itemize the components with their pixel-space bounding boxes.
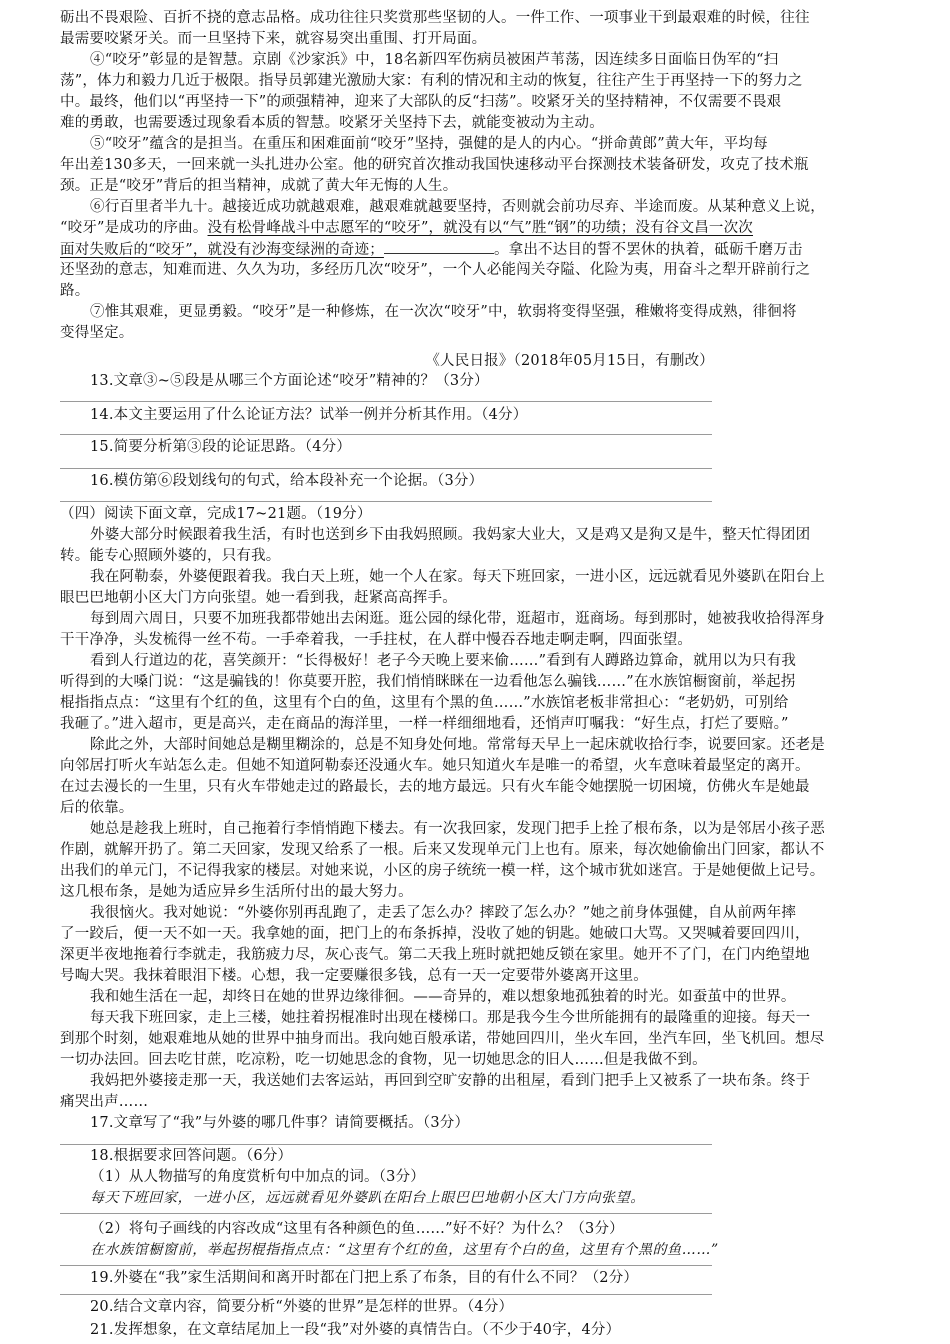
story-line: 了一跤后，便一天不如一天。我拿她的面，把门上的布条拆掉，没收了她的钥匙。她破口大骂。又哭喊着要回四川， (60, 926, 810, 942)
quote-18-1: 每天下班回家，一进小区，远远就看见外婆趴在阳台上眼巴巴地朝小区大门方向张望。 (90, 1190, 645, 1206)
passage-line: 颈。正是“咬牙”背后的担当精神，成就了黄大年无悔的人生。 (60, 178, 458, 194)
passage-line: 路。 (60, 283, 90, 299)
story-line: 每到周六周日，只要不加班我都带她出去闲逛。逛公园的绿化带，逛超市，逛商场。每到那时，她被我收拾得浑身 (90, 611, 825, 627)
passage-line: 难的勇敢，也需要透过现象看本质的智慧。咬紧牙关坚持下去，就能变被动为主动。 (60, 115, 604, 131)
story-line: 到那个时刻，她艰难地从她的世界中抽身而出。我向她百般承诺，带她回四川，坐火车回，坐汽车回，坐飞机回。想尽 (60, 1031, 825, 1047)
question-20: 20.结合文章内容，简要分析“外婆的世界”是怎样的世界。（4分） (90, 1299, 514, 1315)
passage-text: “咬牙”是成功的序曲。 (60, 220, 208, 236)
story-line: 深更半夜地拖着行李就走，我筋疲力尽，灰心丧气。第二天我上班时就把她反锁在家里。她开不了门，在门内绝望地 (60, 947, 810, 963)
story-line: 听得到的大嗓门说：“这是骗钱的！你莫要开腔，我们悄悄眯眯在一边看他怎么骗钱……”在水族馆橱窗前，举起拐 (60, 674, 796, 690)
story-line: 我很恼火。我对她说：“外婆你别再乱跑了，走丢了怎么办？摔跤了怎么办？”她之前身体强健，自从前两年摔 (90, 905, 797, 921)
story-line: 棍指指点点：“这里有个红的鱼，这里有个白的鱼，这里有个黑的鱼……”水族馆老板非常担心：“老奶奶，可别给 (60, 695, 789, 711)
quote-18-2: 在水族馆橱窗前，举起拐棍指指点点：“这里有个红的鱼，这里有个白的鱼，这里有个黑的鱼……” (90, 1242, 719, 1258)
passage-line: ④“咬牙”彰显的是智慧。京剧《沙家浜》中，18名新四军伤病员被困芦苇荡，因连续多日面临日伪军的“扫 (90, 52, 779, 68)
answer-line[interactable] (60, 434, 712, 435)
passage-text: 。拿出不达目的誓不罢休的执着，砥砺千磨万击 (493, 242, 803, 258)
passage-line: 变得坚定。 (60, 325, 134, 341)
answer-line[interactable] (60, 1294, 712, 1295)
story-line: 每天我下班回家，走上三楼，她拄着拐棍准时出现在楼梯口。那是我今生今世所能拥有的最隆重的迎接。每天一 (90, 1010, 811, 1026)
question-15: 15.简要分析第③段的论证思路。（4分） (90, 439, 352, 455)
passage-line: 荡”，体力和毅力几近于极限。指导员郭建光激励大家：有利的情况和主动的恢复，往往产生于再坚持一下的努力之 (60, 73, 803, 89)
question-19: 19.外婆在“我”家生活期间和离开时都在门把上系了布条，目的有什么不同？（2分） (90, 1270, 639, 1286)
passage-line (60, 239, 803, 261)
story-line: 一切办法回。回去吃甘蔗，吃凉粉，吃一切她思念的食物，见一切她思念的旧人……但是我做不到。 (60, 1052, 707, 1068)
answer-line[interactable] (60, 401, 712, 402)
story-line: 号啕大哭。我抹着眼泪下楼。心想，我一定要赚很多钱，总有一天一定要带外婆离开这里。 (60, 968, 648, 984)
story-line: 我砸了。”进入超市，更是高兴，走在商品的海洋里，一样一样细细地看，还悄声叮嘱我：“好生点，打烂了要赔。” (60, 716, 789, 732)
passage-line: 砺出不畏艰险、百折不挠的意志品格。成功往往只奖赏那些坚韧的人。一件工作、一项事业干到最艰难的时候，往往 (60, 10, 810, 26)
passage-line (60, 218, 753, 239)
story-line: 我妈把外婆接走那一天，我送她们去客运站，再回到空旷安静的出租屋，看到门把手上又被系了一块布条。终于 (90, 1073, 811, 1089)
question-18-2: （2）将句子画线的内容改成“这里有各种颜色的鱼……”好不好？为什么？（3分） (90, 1221, 624, 1237)
story-line: 外婆大部分时候跟着我生活，有时也送到乡下由我妈照顾。我妈家大业大，又是鸡又是狗又是牛，整天忙得团团 (90, 527, 811, 543)
story-line: 眼巴巴地朝小区大门方向张望。她一看到我，赶紧高高挥手。 (60, 590, 457, 606)
section-heading: （四）阅读下面文章，完成17~21题。（19分） (60, 506, 372, 522)
underlined-sentence: 面对失败后的“咬牙”，就没有沙海变绿洲的奇迹； (60, 242, 384, 258)
answer-line[interactable] (60, 468, 712, 469)
question-17: 17.文章写了“我”与外婆的哪几件事？请简要概括。（3分） (90, 1115, 470, 1131)
question-18: 18.根据要求回答问题。（6分） (90, 1148, 293, 1164)
story-line: 后的依靠。 (60, 800, 134, 816)
story-line: 痛哭出声…… (60, 1094, 149, 1110)
passage-line: 还坚劲的意志，知难而进、久久为功，多经历几次“咬牙”，一个人必能闯关夺隘、化险为夷，用奋斗之犁开辟前行之 (60, 262, 811, 278)
question-21: 21.发挥想象，在文章结尾加上一段“我”对外婆的真情告白。（不少于40字，4分） (90, 1322, 621, 1338)
passage-line: 年出差130多天，一回来就一头扎进办公室。他的研究首次推动我国快速移动平台探测技术装备研发，攻克了技术瓶 (60, 157, 809, 173)
story-line: 她总是趁我上班时，自己拖着行李悄悄跑下楼去。有一次我回家，发现门把手上拴了根布条，以为是邻居小孩子恶 (90, 821, 825, 837)
passage-line: ⑤“咬牙”蕴含的是担当。在重压和困难面前“咬牙”坚持，强健的是人的内心。“拼命黄郎”黄大年，平均每 (90, 136, 768, 152)
answer-line[interactable] (60, 1213, 712, 1214)
answer-blank[interactable] (384, 239, 494, 254)
answer-line[interactable] (60, 1265, 712, 1266)
story-line: 除此之外，大部时间她总是糊里糊涂的，总是不知身处何地。常常每天早上一起床就收拾行李，说要回家。还老是 (90, 737, 825, 753)
passage-line: ⑥行百里者半九十。越接近成功就越艰难，越艰难就越要坚持，否则就会前功尽弃、半途而废。从某种意义上说， (90, 199, 825, 215)
answer-line[interactable] (60, 501, 712, 502)
passage-line: 中。最终，他们以“再坚持一下”的顽强精神，迎来了大部队的反“扫荡”。咬紧牙关的坚持精神，不仅需要不畏艰 (60, 94, 782, 110)
source-citation: 《人民日报》（2018年05月15日，有删改） (425, 353, 714, 369)
story-line: 我和她生活在一起，却终日在她的世界边缘徘徊。——奇异的，难以想象地孤独着的时光。如蚕茧中的世界。 (90, 989, 796, 1005)
underlined-sentence: 没有松骨峰战斗中志愿军的“咬牙”，就没有以“气”胜“钢”的功绩；没有谷文昌一次次 (207, 220, 754, 236)
story-line: 转。能专心照顾外婆的，只有我。 (60, 548, 281, 564)
question-14: 14.本文主要运用了什么论证方法？试举一例并分析其作用。（4分） (90, 407, 528, 423)
question-18-1: （1）从人物描写的角度赏析句中加点的词。（3分） (90, 1169, 425, 1185)
story-line: 干干净净，头发梳得一丝不苟。一手牵着我，一手拄杖，在人群中慢吞吞地走啊走啊，四面张望。 (60, 632, 693, 648)
story-line: 作剧，就解开扔了。第二天回家，发现又给系了一根。后来又发现单元门上也有。原来，每次她偷偷出门回家，都认不 (60, 842, 825, 858)
question-16: 16.模仿第⑥段划线句的句式，给本段补充一个论据。（3分） (90, 473, 484, 489)
story-line: 出我们的单元门，不记得我家的楼层。对她来说，小区的房子统统一模一样，这个城市犹如迷宫。于是她便做上记号。 (60, 863, 825, 879)
story-line: 向邻居打听火车站怎么走。但她不知道阿勒泰还没通火车。她只知道火车是唯一的希望，火车意味着最坚定的离开。 (60, 758, 810, 774)
passage-line: 最需要咬紧牙关。而一旦坚持下来，就容易突出重围、打开局面。 (60, 31, 487, 47)
story-line: 在过去漫长的一生里，只有火车带她走过的路最长，去的地方最远。只有火车能令她摆脱一切困境，仿佛火车是她最 (60, 779, 810, 795)
passage-line: ⑦惟其艰难，更显勇毅。“咬牙”是一种修炼，在一次次“咬牙”中，软弱将变得坚强，稚嫩将变得成熟，徘徊将 (90, 304, 797, 320)
story-line: 这几根布条，是她为适应异乡生活所付出的最大努力。 (60, 884, 413, 900)
question-13: 13.文章③~⑤段是从哪三个方面论述“咬牙”精神的？（3分） (90, 373, 489, 389)
answer-line[interactable] (60, 1144, 712, 1145)
story-line: 我在阿勒泰，外婆便跟着我。我白天上班，她一个人在家。每天下班回家，一进小区，远远就看见外婆趴在阳台上 (90, 569, 825, 585)
story-line: 看到人行道边的花，喜笑颜开：“长得极好！老子今天晚上要来偷……”看到有人蹲路边算命，就用以为只有我 (90, 653, 797, 669)
